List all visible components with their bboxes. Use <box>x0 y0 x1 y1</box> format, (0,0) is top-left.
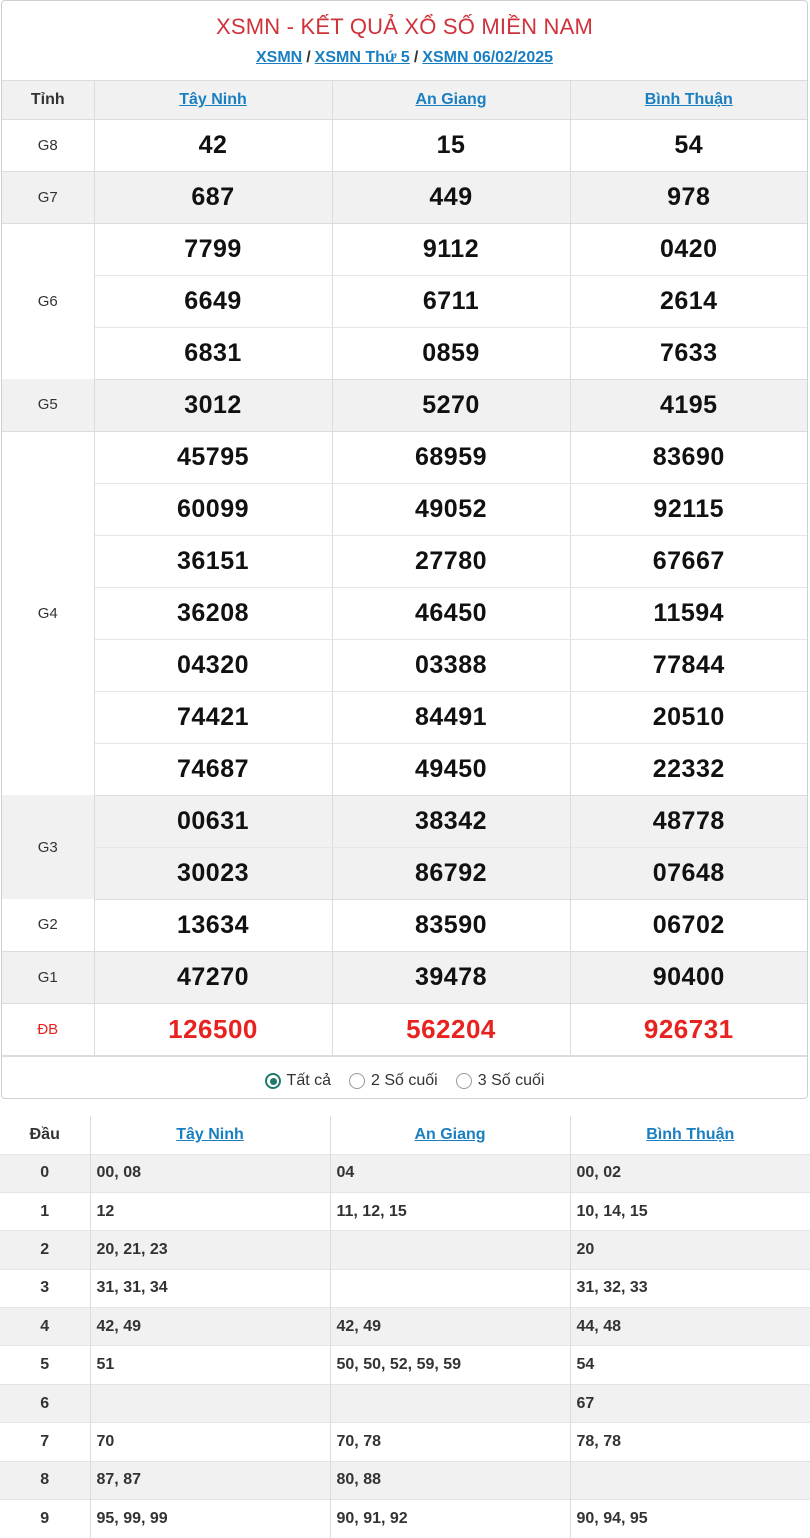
results-header <box>2 1 807 81</box>
filter-option-last-2[interactable] <box>349 1072 438 1090</box>
prize-row <box>2 691 807 743</box>
prize-number: 49052 <box>332 483 570 535</box>
province-header-an-giang <box>332 81 570 119</box>
head-digit-header-row <box>0 1116 810 1154</box>
tail-numbers: 90, 91, 92 <box>330 1500 570 1538</box>
head-digit-row <box>0 1269 810 1307</box>
prize-number: 47270 <box>94 951 332 1003</box>
filter-option-all[interactable] <box>265 1072 331 1090</box>
prize-number: 86792 <box>332 847 570 899</box>
results-header-row <box>2 81 807 119</box>
prize-row <box>2 275 807 327</box>
prize-label: G6 <box>2 223 94 379</box>
dau-province-link-binh-thuan[interactable]: Bình Thuận <box>646 1125 735 1143</box>
dau-province-header-an-giang <box>330 1116 570 1154</box>
digit-filter <box>2 1056 807 1106</box>
tail-numbers: 00, 08 <box>90 1154 330 1192</box>
prize-number: 36208 <box>94 587 332 639</box>
head-digit: 5 <box>0 1346 90 1384</box>
breadcrumb <box>2 49 807 67</box>
prize-row <box>2 639 807 691</box>
tail-numbers: 20 <box>570 1231 810 1269</box>
results-table <box>2 81 807 1056</box>
prize-row <box>2 171 807 223</box>
prize-row <box>2 951 807 1003</box>
prize-number: 687 <box>94 171 332 223</box>
prize-number: 4195 <box>570 379 807 431</box>
prize-label: G1 <box>2 951 94 1003</box>
tail-numbers: 70 <box>90 1423 330 1461</box>
prize-number: 30023 <box>94 847 332 899</box>
filter-option-label: 2 Số cuối <box>371 1072 438 1089</box>
tail-numbers: 95, 99, 99 <box>90 1500 330 1538</box>
prize-label: G8 <box>2 119 94 171</box>
dau-province-link-tay-ninh[interactable]: Tây Ninh <box>176 1125 244 1143</box>
province-header-binh-thuan <box>570 81 807 119</box>
prize-row <box>2 431 807 483</box>
tail-numbers: 31, 32, 33 <box>570 1269 810 1307</box>
prize-number: 978 <box>570 171 807 223</box>
prize-number: 54 <box>570 119 807 171</box>
prize-number: 562204 <box>332 1003 570 1055</box>
prize-number: 46450 <box>332 587 570 639</box>
tail-numbers: 42, 49 <box>330 1308 570 1346</box>
head-digit-row <box>0 1500 810 1538</box>
head-digit-table <box>0 1116 810 1538</box>
head-digit: 8 <box>0 1461 90 1499</box>
head-digit-row <box>0 1346 810 1384</box>
province-column-header: Tỉnh <box>2 81 94 119</box>
tail-numbers <box>330 1384 570 1422</box>
prize-number: 6831 <box>94 327 332 379</box>
prize-number: 83690 <box>570 431 807 483</box>
tail-numbers: 44, 48 <box>570 1308 810 1346</box>
head-digit: 7 <box>0 1423 90 1461</box>
prize-label: G5 <box>2 379 94 431</box>
prize-number: 67667 <box>570 535 807 587</box>
head-digit-row <box>0 1192 810 1230</box>
head-digit-row <box>0 1461 810 1499</box>
prize-number: 7799 <box>94 223 332 275</box>
prize-row <box>2 379 807 431</box>
tail-numbers: 54 <box>570 1346 810 1384</box>
prize-number: 03388 <box>332 639 570 691</box>
dau-province-header-tay-ninh <box>90 1116 330 1154</box>
prize-number: 6711 <box>332 275 570 327</box>
prize-number: 27780 <box>332 535 570 587</box>
prize-number: 9112 <box>332 223 570 275</box>
prize-number: 0859 <box>332 327 570 379</box>
prize-number: 36151 <box>94 535 332 587</box>
prize-number: 39478 <box>332 951 570 1003</box>
prize-row <box>2 327 807 379</box>
prize-number: 07648 <box>570 847 807 899</box>
prize-number: 60099 <box>94 483 332 535</box>
tail-numbers: 50, 50, 52, 59, 59 <box>330 1346 570 1384</box>
radio-checked-icon[interactable] <box>265 1073 281 1089</box>
prize-number: 74687 <box>94 743 332 795</box>
tail-numbers: 11, 12, 15 <box>330 1192 570 1230</box>
head-digit-row <box>0 1231 810 1269</box>
head-digit: 6 <box>0 1384 90 1422</box>
prize-number: 11594 <box>570 587 807 639</box>
province-header-tay-ninh <box>94 81 332 119</box>
head-digit-column-header: Đầu <box>0 1116 90 1154</box>
prize-number: 126500 <box>94 1003 332 1055</box>
prize-number: 77844 <box>570 639 807 691</box>
prize-number: 13634 <box>94 899 332 951</box>
breadcrumb-link-xsmn-thu5[interactable]: XSMN Thứ 5 <box>314 49 410 66</box>
head-digit-row <box>0 1384 810 1422</box>
prize-row <box>2 743 807 795</box>
prize-number: 449 <box>332 171 570 223</box>
prize-row <box>2 899 807 951</box>
prize-number: 6649 <box>94 275 332 327</box>
prize-label: G4 <box>2 431 94 795</box>
head-digit: 3 <box>0 1269 90 1307</box>
radio-unchecked-icon[interactable] <box>349 1073 365 1089</box>
tail-numbers <box>90 1384 330 1422</box>
filter-option-label: Tất cả <box>286 1072 332 1089</box>
tail-numbers: 90, 94, 95 <box>570 1500 810 1538</box>
tail-numbers <box>330 1269 570 1307</box>
head-digit-row <box>0 1423 810 1461</box>
prize-number: 7633 <box>570 327 807 379</box>
radio-unchecked-icon[interactable] <box>456 1073 472 1089</box>
head-digit: 9 <box>0 1500 90 1538</box>
prize-number: 20510 <box>570 691 807 743</box>
prize-number: 04320 <box>94 639 332 691</box>
prize-number: 92115 <box>570 483 807 535</box>
prize-number: 3012 <box>94 379 332 431</box>
prize-number: 90400 <box>570 951 807 1003</box>
prize-number: 74421 <box>94 691 332 743</box>
prize-row <box>2 119 807 171</box>
filter-option-label: 3 Số cuối <box>477 1072 545 1089</box>
prize-label: ĐB <box>2 1003 94 1055</box>
prize-number: 83590 <box>332 899 570 951</box>
prize-label: G3 <box>2 795 94 899</box>
breadcrumb-separator: / <box>306 49 311 66</box>
tail-numbers: 67 <box>570 1384 810 1422</box>
prize-row <box>2 587 807 639</box>
tail-numbers: 10, 14, 15 <box>570 1192 810 1230</box>
tail-numbers: 80, 88 <box>330 1461 570 1499</box>
results-card <box>1 0 808 1099</box>
prize-number: 2614 <box>570 275 807 327</box>
prize-row <box>2 223 807 275</box>
tail-numbers: 70, 78 <box>330 1423 570 1461</box>
tail-numbers: 87, 87 <box>90 1461 330 1499</box>
province-link-binh-thuan[interactable]: Bình Thuận <box>644 90 733 108</box>
province-link-an-giang[interactable]: An Giang <box>415 90 487 108</box>
prize-number: 926731 <box>570 1003 807 1055</box>
head-digit-row <box>0 1154 810 1192</box>
prize-number: 15 <box>332 119 570 171</box>
prize-number: 5270 <box>332 379 570 431</box>
dau-province-link-an-giang[interactable]: An Giang <box>414 1125 486 1143</box>
breadcrumb-separator: / <box>413 49 419 66</box>
filter-option-last-3[interactable] <box>456 1072 545 1090</box>
prize-number: 0420 <box>570 223 807 275</box>
prize-row <box>2 483 807 535</box>
head-digit: 1 <box>0 1192 90 1230</box>
prize-number: 42 <box>94 119 332 171</box>
prize-label: G7 <box>2 171 94 223</box>
prize-number: 22332 <box>570 743 807 795</box>
tail-numbers: 00, 02 <box>570 1154 810 1192</box>
tail-numbers: 78, 78 <box>570 1423 810 1461</box>
tail-numbers: 31, 31, 34 <box>90 1269 330 1307</box>
prize-row <box>2 847 807 899</box>
tail-numbers <box>570 1461 810 1499</box>
prize-number: 00631 <box>94 795 332 847</box>
prize-label: G2 <box>2 899 94 951</box>
head-digit-row <box>0 1308 810 1346</box>
prize-row <box>2 795 807 847</box>
breadcrumb-link-xsmn-date[interactable]: XSMN 06/02/2025 <box>422 49 554 66</box>
dau-province-header-binh-thuan <box>570 1116 810 1154</box>
breadcrumb-link-xsmn[interactable]: XSMN <box>255 49 303 66</box>
prize-number: 45795 <box>94 431 332 483</box>
tail-numbers: 42, 49 <box>90 1308 330 1346</box>
tail-numbers <box>330 1231 570 1269</box>
tail-numbers: 20, 21, 23 <box>90 1231 330 1269</box>
head-digit: 0 <box>0 1154 90 1192</box>
page-title: XSMN - KẾT QUẢ XỔ SỐ MIỀN NAM <box>216 14 593 39</box>
head-digit: 2 <box>0 1231 90 1269</box>
prize-number: 38342 <box>332 795 570 847</box>
province-link-tay-ninh[interactable]: Tây Ninh <box>179 90 247 108</box>
tail-numbers: 51 <box>90 1346 330 1384</box>
prize-number: 06702 <box>570 899 807 951</box>
prize-number: 49450 <box>332 743 570 795</box>
prize-row <box>2 535 807 587</box>
head-digit: 4 <box>0 1308 90 1346</box>
prize-number: 84491 <box>332 691 570 743</box>
prize-number: 68959 <box>332 431 570 483</box>
prize-row <box>2 1003 807 1055</box>
tail-numbers: 04 <box>330 1154 570 1192</box>
prize-number: 48778 <box>570 795 807 847</box>
tail-numbers: 12 <box>90 1192 330 1230</box>
